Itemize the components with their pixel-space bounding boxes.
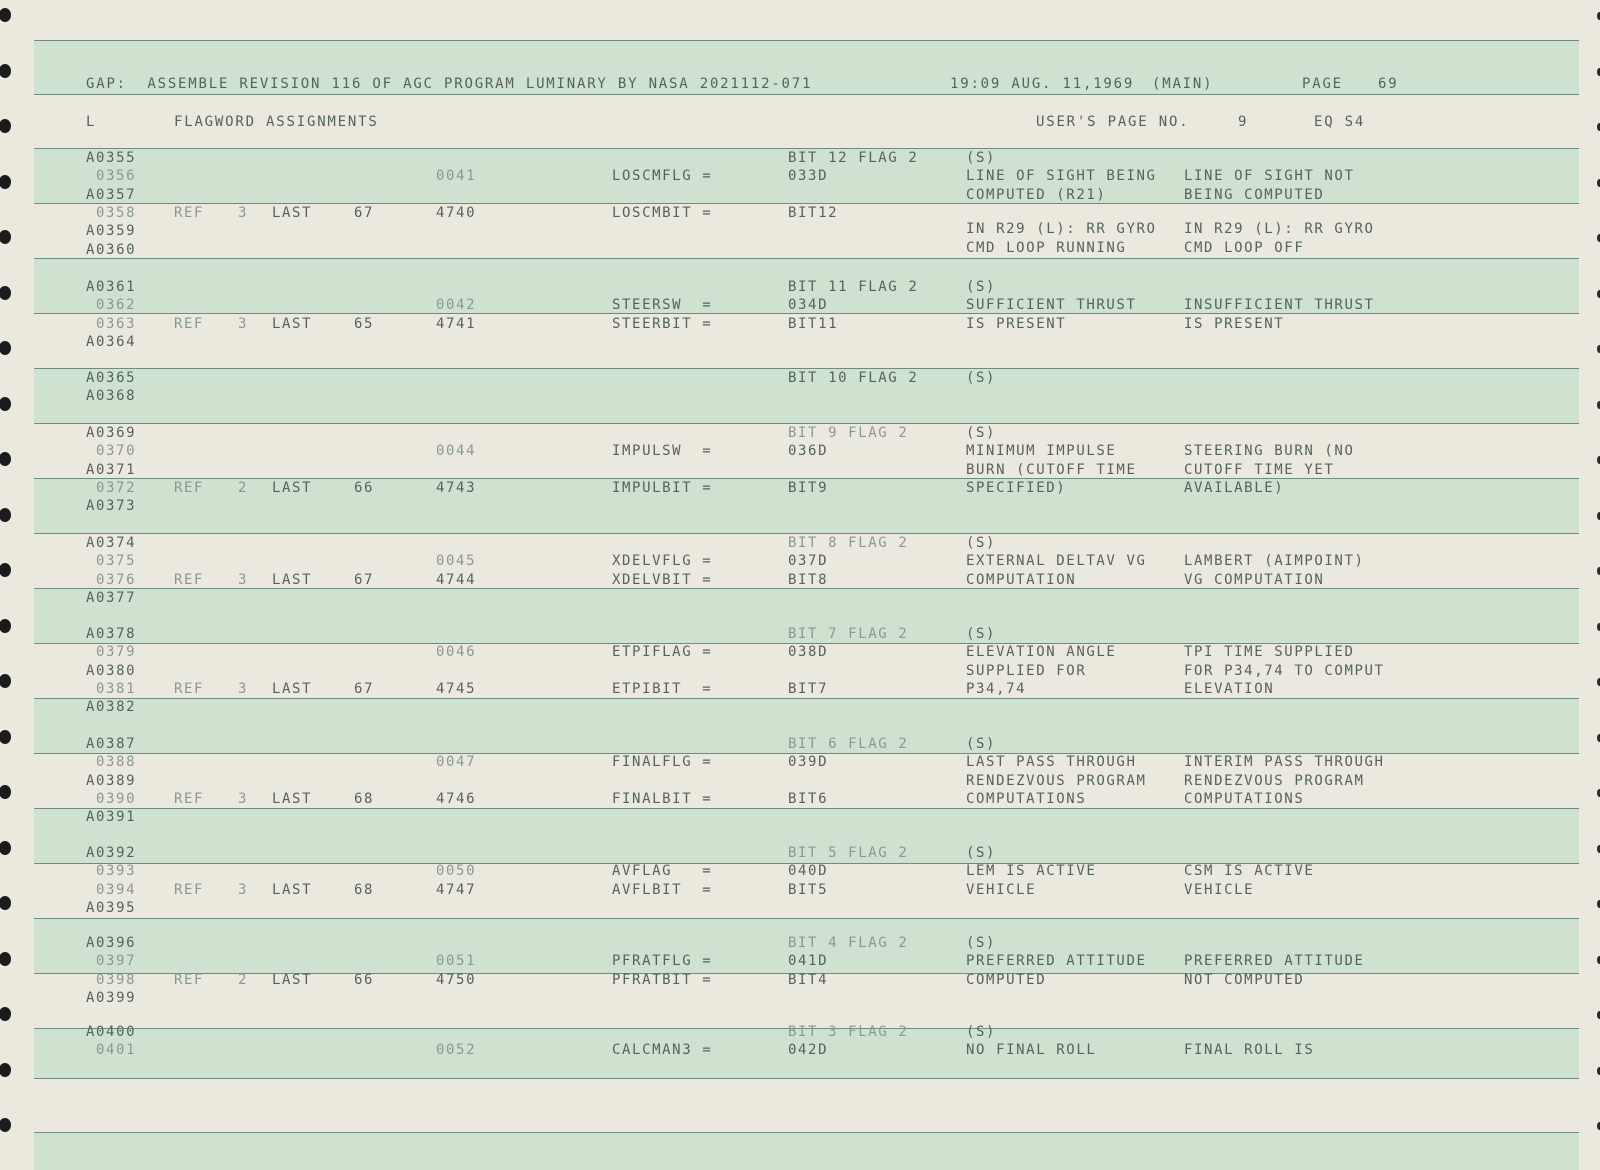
ref-label: REF	[174, 571, 205, 588]
last-page: 67	[354, 204, 375, 221]
flag-symbol: XDELVFLG =	[612, 553, 713, 570]
rule	[34, 423, 1579, 424]
line-number: A0355	[86, 150, 137, 166]
last-page: 66	[354, 479, 375, 496]
last-page: 67	[354, 680, 375, 697]
bit-assignment: BIT 9 FLAG 2	[788, 425, 909, 441]
bit-assignment: BIT 8 FLAG 2	[788, 535, 909, 551]
reset-meaning: IN R29 (L): RR GYRO	[1184, 221, 1375, 238]
octal-address: 0051	[436, 953, 477, 970]
eq-label: EQ S4	[1314, 114, 1366, 130]
reset-meaning: NOT COMPUTED	[1184, 971, 1305, 988]
reset-meaning: BEING COMPUTED	[1184, 186, 1325, 203]
set-meaning: NO FINAL ROLL	[966, 1042, 1097, 1059]
ref-count: 3	[238, 315, 249, 332]
bit-name: BIT5	[788, 881, 829, 898]
octal-address: 0052	[436, 1042, 477, 1059]
reset-meaning: FOR P34,74 TO COMPUT	[1184, 662, 1385, 679]
bit-decimal: 041D	[788, 953, 829, 970]
line-number: 0358	[96, 204, 137, 221]
feed-hole	[0, 230, 11, 244]
page-title: GAP: ASSEMBLE REVISION 116 OF AGC PROGRAM LUMINARY BY NASA 2021112-071	[86, 76, 813, 92]
bit-symbol: XDELVBIT =	[612, 571, 713, 588]
ref-label: REF	[174, 881, 205, 898]
feed-hole	[0, 896, 11, 910]
ref-count: 3	[238, 680, 249, 697]
bit-symbol: IMPULBIT =	[612, 479, 713, 496]
octal-address: 0045	[436, 553, 477, 570]
status-marker: (S)	[966, 626, 997, 642]
line-number: A0378	[86, 626, 137, 642]
bit-assignment: BIT 4 FLAG 2	[788, 935, 909, 951]
set-meaning: SUPPLIED FOR	[966, 662, 1087, 679]
bit-decimal: 040D	[788, 863, 829, 880]
last-page: 68	[354, 881, 375, 898]
line-number: A0382	[86, 699, 137, 716]
bit-name: BIT11	[788, 315, 839, 332]
line-number: 0375	[96, 553, 137, 570]
feed-hole	[0, 1118, 11, 1132]
rule	[34, 1078, 1579, 1079]
bit-assignment: BIT 11 FLAG 2	[788, 279, 919, 295]
octal-value: 4743	[436, 479, 477, 496]
set-meaning: P34,74	[966, 680, 1027, 697]
feed-hole	[0, 563, 11, 577]
line-number: 0393	[96, 863, 137, 880]
line-number: A0357	[86, 186, 137, 203]
octal-value: 4746	[436, 790, 477, 807]
bit-symbol: ETPIBIT =	[612, 680, 713, 697]
rule	[34, 203, 1579, 204]
octal-address: 0042	[436, 297, 477, 314]
line-number: 0388	[96, 754, 137, 771]
feed-hole	[0, 619, 11, 633]
rule	[34, 1132, 1579, 1133]
last-label: LAST	[272, 680, 313, 697]
line-number: A0392	[86, 845, 137, 861]
bit-assignment: BIT 6 FLAG 2	[788, 736, 909, 752]
line-number: A0359	[86, 223, 137, 240]
line-number: A0364	[86, 333, 137, 350]
feed-hole	[0, 8, 11, 22]
feed-hole	[0, 841, 11, 855]
set-meaning: COMPUTATIONS	[966, 790, 1087, 807]
set-meaning: LINE OF SIGHT BEING	[966, 168, 1157, 185]
bit-decimal: 034D	[788, 297, 829, 314]
octal-value: 4744	[436, 571, 477, 588]
bit-decimal: 042D	[788, 1042, 829, 1059]
reset-meaning: VEHICLE	[1184, 881, 1255, 898]
set-meaning: CMD LOOP RUNNING	[966, 239, 1127, 256]
set-meaning: PREFERRED ATTITUDE	[966, 953, 1147, 970]
ref-label: REF	[174, 315, 205, 332]
octal-address: 0046	[436, 644, 477, 661]
rule	[34, 368, 1579, 369]
last-label: LAST	[272, 204, 313, 221]
line-number: A0374	[86, 535, 137, 551]
reset-meaning: ELEVATION	[1184, 680, 1275, 697]
flag-symbol: STEERSW =	[612, 297, 713, 314]
feed-hole	[0, 785, 11, 799]
last-page: 68	[354, 790, 375, 807]
section-label: (MAIN)	[1152, 76, 1214, 92]
bit-name: BIT12	[788, 204, 839, 221]
line-number: 0381	[96, 680, 137, 697]
bit-assignment: BIT 5 FLAG 2	[788, 845, 909, 861]
line-number: 0363	[96, 315, 137, 332]
flag-symbol: LOSCMFLG =	[612, 168, 713, 185]
line-number: A0368	[86, 388, 137, 405]
feed-hole	[0, 64, 11, 78]
section-heading: FLAGWORD ASSIGNMENTS	[174, 114, 379, 130]
ref-label: REF	[174, 204, 205, 221]
set-meaning: LAST PASS THROUGH	[966, 754, 1137, 771]
last-label: LAST	[272, 971, 313, 988]
set-meaning: ELEVATION ANGLE	[966, 644, 1117, 661]
bit-decimal: 036D	[788, 443, 829, 460]
set-meaning: IS PRESENT	[966, 315, 1067, 332]
flag-symbol: PFRATFLG =	[612, 953, 713, 970]
line-number: A0395	[86, 899, 137, 916]
feed-hole	[0, 730, 11, 744]
bit-assignment: BIT 3 FLAG 2	[788, 1024, 909, 1040]
reset-meaning: INSUFFICIENT THRUST	[1184, 297, 1375, 314]
ref-count: 3	[238, 881, 249, 898]
bit-name: BIT9	[788, 479, 829, 496]
last-page: 67	[354, 571, 375, 588]
octal-value: 4750	[436, 971, 477, 988]
reset-meaning: CMD LOOP OFF	[1184, 239, 1305, 256]
bit-name: BIT6	[788, 790, 829, 807]
col-l-label: L	[86, 114, 97, 130]
reset-meaning: CSM IS ACTIVE	[1184, 863, 1315, 880]
bit-symbol: AVFLBIT =	[612, 881, 713, 898]
flag-symbol: ETPIFLAG =	[612, 644, 713, 661]
status-marker: (S)	[966, 425, 997, 441]
bit-decimal: 038D	[788, 644, 829, 661]
octal-value: 4747	[436, 881, 477, 898]
bit-decimal: 039D	[788, 754, 829, 771]
line-number: A0373	[86, 498, 137, 515]
line-number: A0387	[86, 736, 137, 752]
status-marker: (S)	[966, 279, 997, 295]
users-page-label: USER'S PAGE NO.	[1036, 114, 1190, 130]
reset-meaning: CUTOFF TIME YET	[1184, 461, 1335, 478]
reset-meaning: LAMBERT (AIMPOINT)	[1184, 553, 1365, 570]
octal-value: 4745	[436, 680, 477, 697]
status-marker: (S)	[966, 535, 997, 551]
set-meaning: RENDEZVOUS PROGRAM	[966, 772, 1147, 789]
feed-hole	[0, 286, 11, 300]
feed-hole	[0, 1007, 11, 1021]
line-number: A0360	[86, 241, 137, 258]
set-meaning: COMPUTED (R21)	[966, 186, 1107, 203]
rule	[34, 478, 1579, 479]
ref-count: 3	[238, 571, 249, 588]
status-marker: (S)	[966, 150, 997, 166]
line-number: 0376	[96, 571, 137, 588]
bit-symbol: LOSCMBIT =	[612, 204, 713, 221]
rule	[34, 94, 1579, 95]
line-number: 0394	[96, 881, 137, 898]
set-meaning: LEM IS ACTIVE	[966, 863, 1097, 880]
rule	[34, 698, 1579, 699]
feed-hole	[0, 452, 11, 466]
feed-hole	[0, 508, 11, 522]
last-page: 66	[354, 971, 375, 988]
status-marker: (S)	[966, 736, 997, 752]
reset-meaning: COMPUTATIONS	[1184, 790, 1305, 807]
bit-symbol: FINALBIT =	[612, 790, 713, 807]
status-marker: (S)	[966, 1024, 997, 1040]
flag-symbol: AVFLAG =	[612, 863, 713, 880]
reset-meaning: PREFERRED ATTITUDE	[1184, 953, 1365, 970]
feed-hole	[0, 341, 11, 355]
feed-hole	[0, 674, 11, 688]
reset-meaning: LINE OF SIGHT NOT	[1184, 168, 1355, 185]
bit-assignment: BIT 10 FLAG 2	[788, 370, 919, 386]
octal-address: 0050	[436, 863, 477, 880]
line-number: A0365	[86, 370, 137, 386]
bit-name: BIT7	[788, 680, 829, 697]
ref-label: REF	[174, 971, 205, 988]
bit-name: BIT8	[788, 571, 829, 588]
reset-meaning: TPI TIME SUPPLIED	[1184, 644, 1355, 661]
set-meaning: VEHICLE	[966, 881, 1037, 898]
last-label: LAST	[272, 571, 313, 588]
feed-hole	[0, 1063, 11, 1077]
set-meaning: SUFFICIENT THRUST	[966, 297, 1137, 314]
line-number: A0391	[86, 809, 137, 826]
last-label: LAST	[272, 790, 313, 807]
bit-decimal: 033D	[788, 168, 829, 185]
status-marker: (S)	[966, 935, 997, 951]
status-marker: (S)	[966, 370, 997, 386]
ref-label: REF	[174, 790, 205, 807]
line-number: A0371	[86, 461, 137, 478]
ref-label: REF	[174, 680, 205, 697]
set-meaning: COMPUTATION	[966, 571, 1077, 588]
set-meaning: IN R29 (L): RR GYRO	[966, 221, 1157, 238]
bit-name: BIT4	[788, 971, 829, 988]
reset-meaning: INTERIM PASS THROUGH	[1184, 754, 1385, 771]
flag-symbol: FINALFLG =	[612, 754, 713, 771]
users-page-number: 9	[1238, 114, 1249, 130]
reset-meaning: IS PRESENT	[1184, 315, 1285, 332]
line-number: A0389	[86, 772, 137, 789]
bit-assignment: BIT 7 FLAG 2	[788, 626, 909, 642]
set-meaning: MINIMUM IMPULSE	[966, 443, 1117, 460]
ref-count: 3	[238, 204, 249, 221]
set-meaning: BURN (CUTOFF TIME	[966, 461, 1137, 478]
rule	[34, 40, 1579, 41]
next-band	[34, 1132, 1579, 1170]
line-number: 0379	[96, 644, 137, 661]
ref-count: 3	[238, 790, 249, 807]
reset-meaning: AVAILABLE)	[1184, 479, 1285, 496]
octal-value: 4741	[436, 315, 477, 332]
flag-symbol: CALCMAN3 =	[612, 1042, 713, 1059]
line-number: 0362	[96, 297, 137, 314]
line-number: A0369	[86, 425, 137, 441]
rule	[34, 588, 1579, 589]
last-label: LAST	[272, 315, 313, 332]
ref-count: 2	[238, 971, 249, 988]
octal-value: 4740	[436, 204, 477, 221]
line-number: A0399	[86, 989, 137, 1006]
flag-symbol: IMPULSW =	[612, 443, 713, 460]
set-meaning: COMPUTED	[966, 971, 1047, 988]
last-label: LAST	[272, 881, 313, 898]
bit-symbol: STEERBIT =	[612, 315, 713, 332]
line-number: 0356	[96, 168, 137, 185]
line-number: A0400	[86, 1024, 137, 1040]
print-datetime: 19:09 AUG. 11,1969	[950, 76, 1135, 92]
line-number: 0397	[96, 953, 137, 970]
feed-hole	[0, 397, 11, 411]
last-page: 65	[354, 315, 375, 332]
rule	[34, 258, 1579, 259]
feed-hole	[0, 175, 11, 189]
reset-meaning: VG COMPUTATION	[1184, 571, 1325, 588]
reset-meaning: STEERING BURN (NO	[1184, 443, 1355, 460]
rule	[34, 148, 1579, 149]
feed-hole	[0, 952, 11, 966]
line-number: A0361	[86, 279, 137, 295]
rule	[34, 918, 1579, 919]
last-label: LAST	[272, 479, 313, 496]
bit-decimal: 037D	[788, 553, 829, 570]
line-number: A0396	[86, 935, 137, 951]
octal-address: 0044	[436, 443, 477, 460]
octal-address: 0047	[436, 754, 477, 771]
page-label: PAGE	[1302, 76, 1343, 92]
set-meaning: EXTERNAL DELTAV VG	[966, 553, 1147, 570]
status-marker: (S)	[966, 845, 997, 861]
line-number: 0401	[96, 1042, 137, 1059]
line-number: 0372	[96, 479, 137, 496]
page-number: 69	[1378, 76, 1399, 92]
ref-count: 2	[238, 479, 249, 496]
bit-assignment: BIT 12 FLAG 2	[788, 150, 919, 166]
rule	[34, 533, 1579, 534]
reset-meaning: RENDEZVOUS PROGRAM	[1184, 772, 1365, 789]
line-number: A0377	[86, 589, 137, 606]
line-number: A0380	[86, 662, 137, 679]
reset-meaning: FINAL ROLL IS	[1184, 1042, 1315, 1059]
feed-hole	[0, 119, 11, 133]
ref-label: REF	[174, 479, 205, 496]
line-number: 0390	[96, 790, 137, 807]
octal-address: 0041	[436, 168, 477, 185]
line-number: 0370	[96, 443, 137, 460]
line-number: 0398	[96, 971, 137, 988]
rule	[34, 808, 1579, 809]
set-meaning: SPECIFIED)	[966, 479, 1067, 496]
bit-symbol: PFRATBIT =	[612, 971, 713, 988]
